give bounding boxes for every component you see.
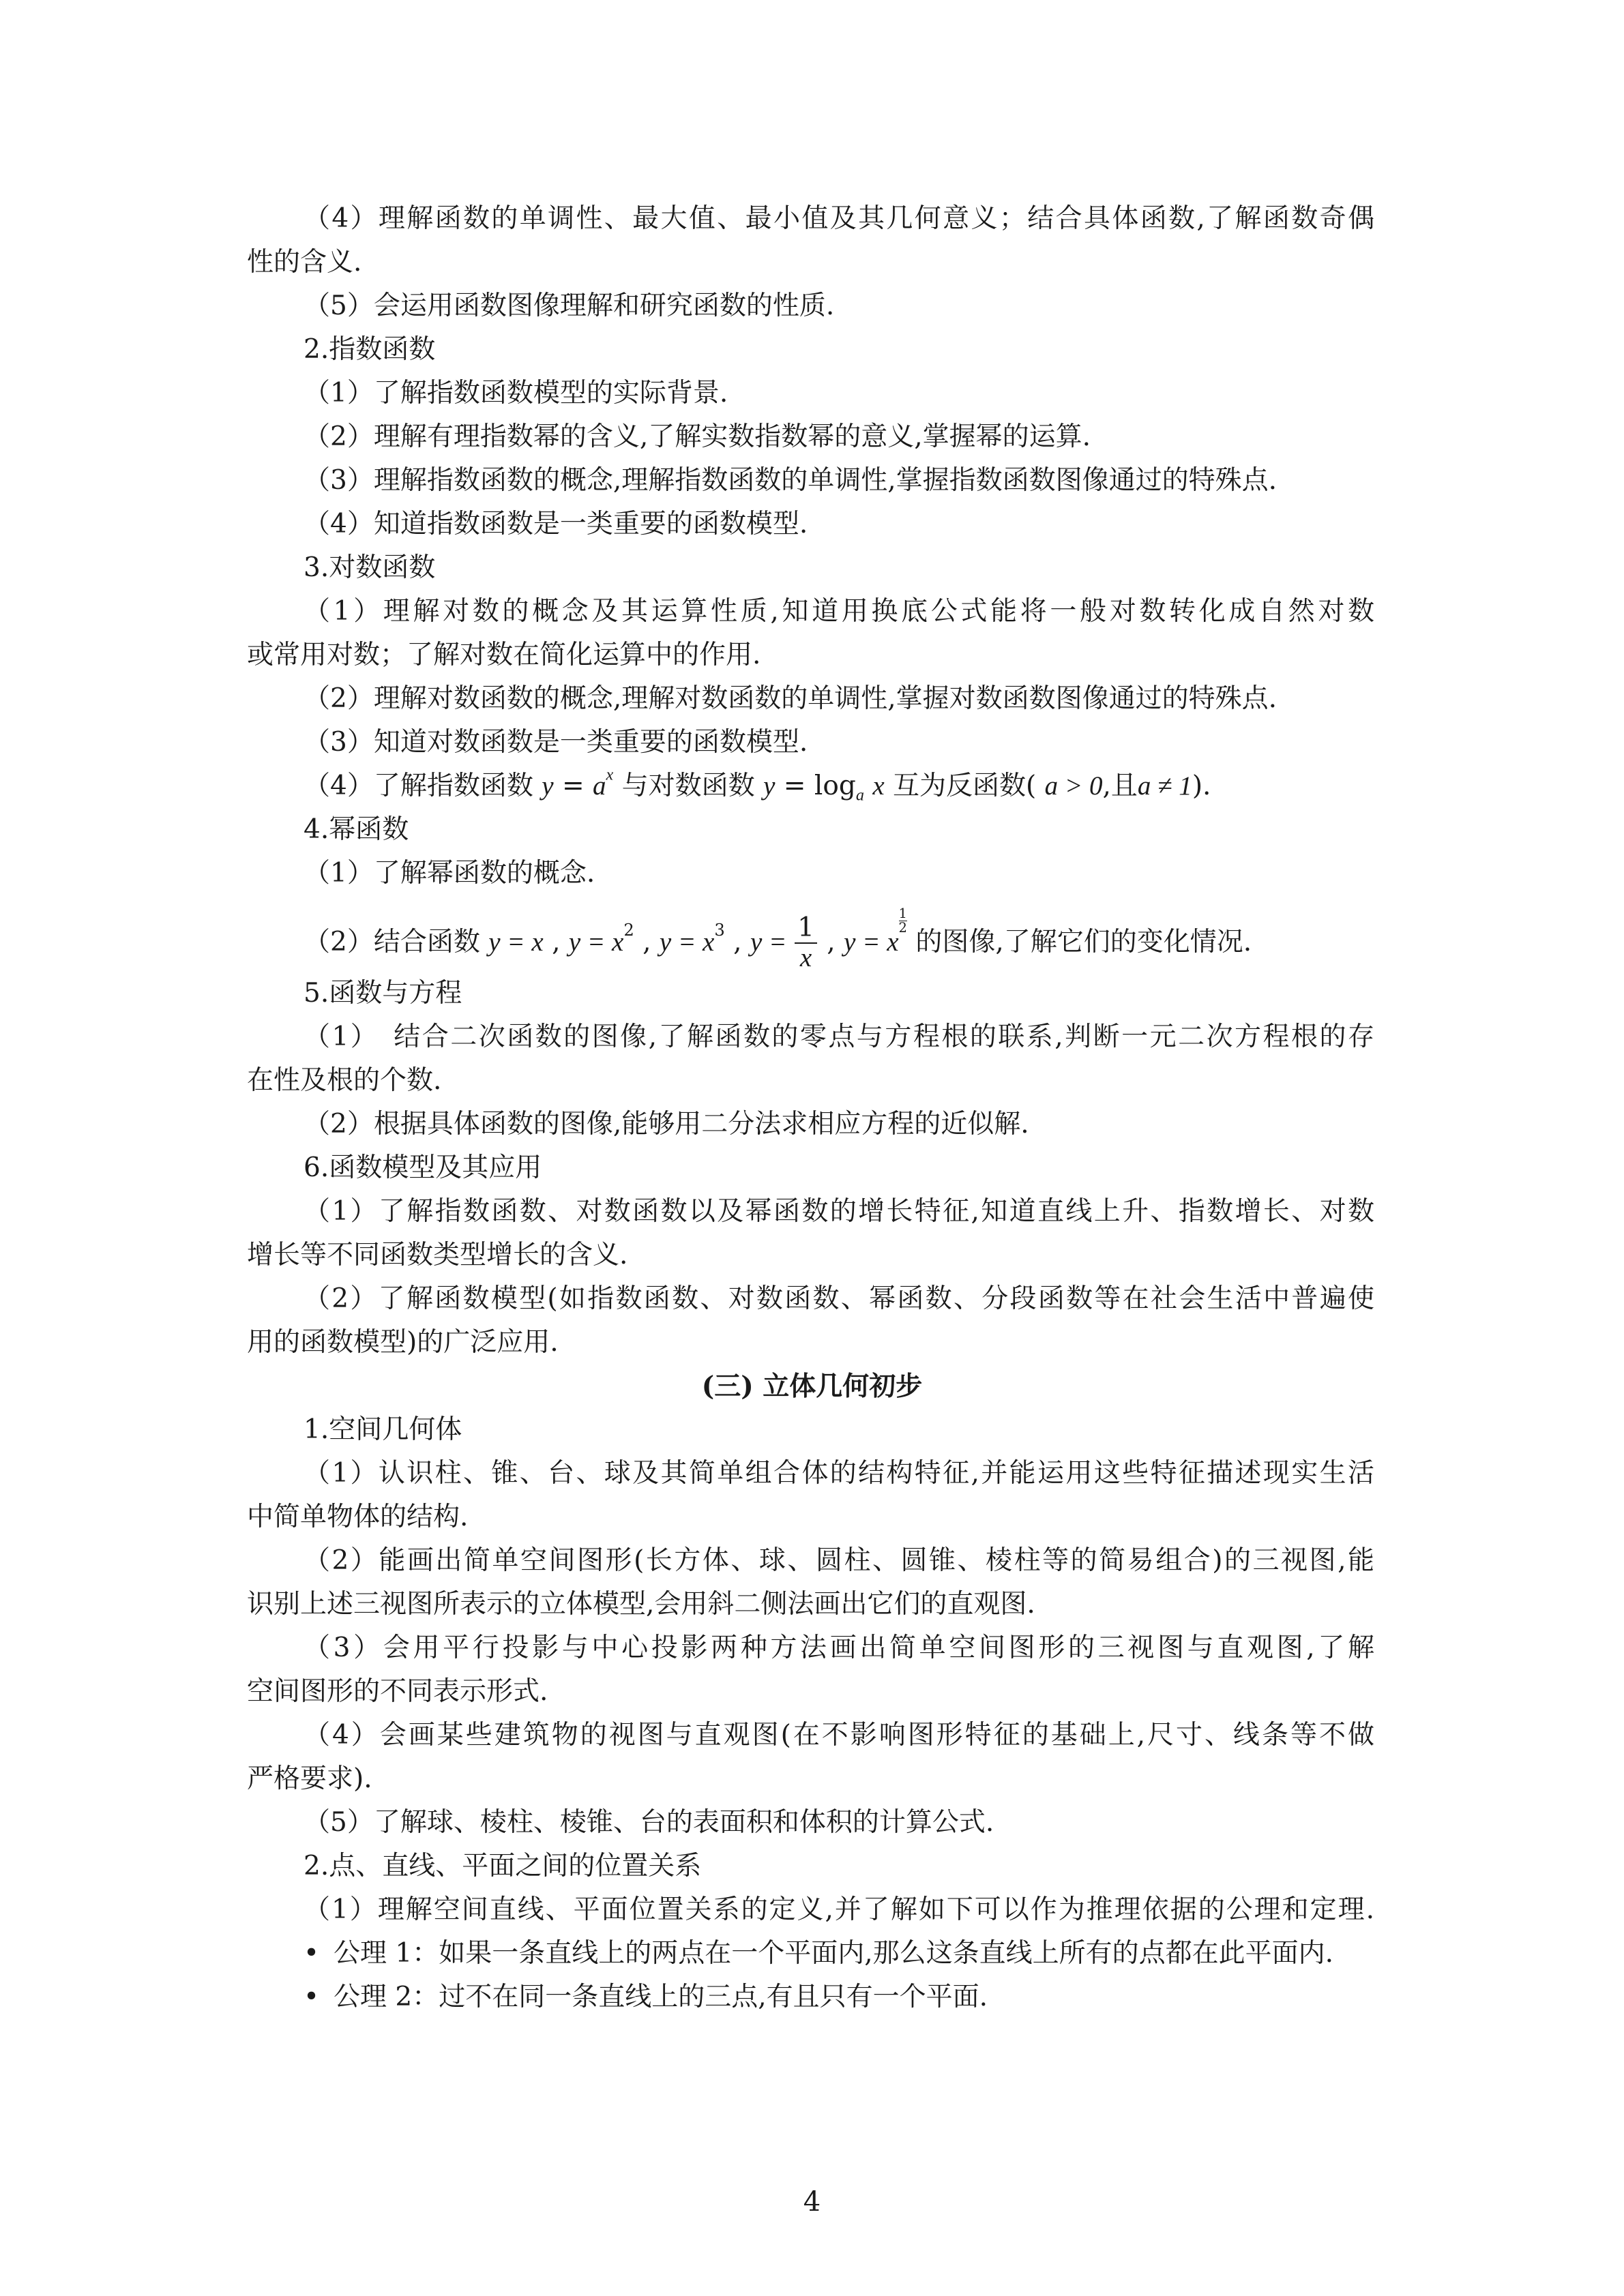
text-line: （3）理解指数函数的概念,理解指数函数的单调性,掌握指数函数图像通过的特殊点.	[304, 465, 1278, 496]
text-line: （4）知道指数函数是一类重要的函数模型.	[304, 509, 808, 539]
section-heading: 6.函数模型及其应用	[304, 1152, 542, 1183]
bullet-icon: •	[304, 1938, 320, 1969]
text-line: 用的函数模型)的广泛应用.	[247, 1327, 559, 1358]
text-segment: ).	[1192, 771, 1211, 801]
formula-base: a	[593, 771, 606, 801]
text-line: （3）会用平行投影与中心投影两种方法画出简单空间图形的三视图与直观图,了解	[304, 1632, 1374, 1663]
chapter-title: (三) 立体几何初步	[701, 1371, 923, 1402]
section-heading: 2.点、直线、平面之间的位置关系	[304, 1851, 702, 1881]
fraction-numerator: 1	[795, 914, 817, 944]
text-segment: ,	[724, 926, 750, 957]
text-segment: 的图像,了解它们的变化情况.	[915, 926, 1252, 957]
formula-log-arg: x	[872, 771, 885, 801]
exponent-numerator: 1	[898, 906, 907, 921]
text-line: 或常用对数；了解对数在简化运算中的作用.	[247, 640, 761, 670]
text-line: （1）了解指数函数模型的实际背景.	[304, 378, 728, 408]
formula-line-power-functions	[304, 907, 1252, 973]
formula-exp: y	[542, 771, 554, 801]
text-line: （2）理解对数函数的概念,理解对数函数的单调性,掌握对数函数图像通过的特殊点.	[304, 683, 1278, 714]
text-line: （5）了解球、棱柱、棱锥、台的表面积和体积的计算公式.	[304, 1807, 994, 1838]
text-segment: 互为反函数	[893, 771, 1027, 801]
text-segment: （2）结合函数	[304, 926, 480, 957]
bullet-text: 公理 1：如果一条直线上的两点在一个平面内,那么这条直线上所有的点都在此平面内.	[334, 1938, 1334, 1969]
formula-y-x: y = x	[488, 927, 544, 957]
section-heading: 2.指数函数	[304, 334, 436, 365]
formula-eq: =	[775, 771, 814, 801]
text-line: 增长等不同函数类型增长的含义.	[247, 1240, 628, 1270]
text-line: （3）知道对数函数是一类重要的函数模型.	[304, 727, 808, 758]
formula-exponent: x	[606, 765, 614, 784]
formula-exponent: 3	[714, 921, 725, 940]
text-line: （1） 结合二次函数的图像,了解函数的零点与方程根的联系,判断一元二次方程根的存	[304, 1022, 1374, 1052]
section-heading: 1.空间几何体	[304, 1414, 462, 1445]
formula-log-y: y	[763, 771, 776, 801]
formula-fraction	[795, 914, 817, 973]
text-line: 在性及根的个数.	[247, 1065, 442, 1096]
formula-condition: a > 0	[1044, 771, 1103, 801]
text-segment: ,	[634, 926, 660, 957]
text-line: （1）理解对数的概念及其运算性质,知道用换底公式能将一般对数转化成自然对数	[304, 596, 1374, 627]
exponent-denominator: 2	[898, 919, 907, 936]
formula-eq: =	[553, 771, 593, 801]
bullet-item	[304, 1938, 1333, 1970]
formula-fraction-exponent	[899, 907, 907, 934]
text-line: （2）根据具体函数的图像,能够用二分法求相应方程的近似解.	[304, 1109, 1029, 1139]
text-line: （2）了解函数模型(如指数函数、对数函数、幂函数、分段函数等在社会生活中普遍使	[304, 1283, 1374, 1314]
formula-line-inverse-functions	[304, 765, 1211, 805]
formula-y-x2: y = x	[568, 927, 624, 957]
formula-y-x3: y = x	[659, 927, 715, 957]
formula-y-reciprocal: y =	[750, 927, 794, 957]
formula-exponent: 2	[623, 921, 634, 940]
text-line: 严格要求).	[247, 1763, 372, 1794]
text-line: 中简单物体的结构.	[247, 1502, 469, 1532]
section-heading: 4.幂函数	[304, 814, 409, 845]
text-line: （1）了解指数函数、对数函数以及幂函数的增长特征,知道直线上升、指数增长、对数	[304, 1196, 1374, 1227]
text-line: （1）理解空间直线、平面位置关系的定义,并了解如下可以作为推理依据的公理和定理.	[304, 1894, 1374, 1925]
fraction-denominator: x	[799, 942, 812, 972]
text-line: 性的含义.	[247, 247, 362, 278]
formula-log: log	[814, 771, 856, 801]
text-segment: ,且	[1102, 771, 1138, 801]
text-line: （1）了解幂函数的概念.	[304, 858, 595, 889]
text-line: 识别上述三视图所表示的立体模型,会用斜二侧法画出它们的直观图.	[247, 1589, 1035, 1620]
text-segment: ,	[543, 926, 569, 957]
text-line: （2）能画出简单空间图形(长方体、球、圆柱、圆锥、棱柱等的简易组合)的三视图,能	[304, 1545, 1374, 1576]
text-segment: （4）了解指数函数	[304, 771, 533, 801]
formula-y-sqrt: y = x	[844, 927, 899, 957]
bullet-item	[304, 1982, 988, 2014]
section-heading: 3.对数函数	[304, 552, 436, 583]
formula-condition: a ≠ 1	[1137, 771, 1192, 801]
text-line: 空间图形的不同表示形式.	[247, 1676, 548, 1707]
text-segment: (	[1026, 771, 1037, 801]
page-number: 4	[803, 2186, 821, 2218]
section-heading: 5.函数与方程	[304, 978, 462, 1009]
bullet-icon: •	[304, 1982, 320, 2012]
text-line: （4）理解函数的单调性、最大值、最小值及其几何意义；结合具体函数,了解函数奇偶	[304, 203, 1374, 234]
text-line: （2）理解有理指数幂的含义,了解实数指数幂的意义,掌握幂的运算.	[304, 421, 1091, 452]
text-segment: ,	[818, 926, 844, 957]
text-segment: 与对数函数	[621, 771, 755, 801]
text-line: （4）会画某些建筑物的视图与直观图(在不影响图形特征的基础上,尺寸、线条等不做	[304, 1720, 1374, 1750]
bullet-text: 公理 2：过不在同一条直线上的三点,有且只有一个平面.	[334, 1982, 988, 2012]
text-line: （5）会运用函数图像理解和研究函数的性质.	[304, 290, 835, 321]
formula-log-base: a	[855, 786, 864, 805]
text-line: （1）认识柱、锥、台、球及其简单组合体的结构特征,并能运用这些特征描述现实生活	[304, 1458, 1374, 1489]
